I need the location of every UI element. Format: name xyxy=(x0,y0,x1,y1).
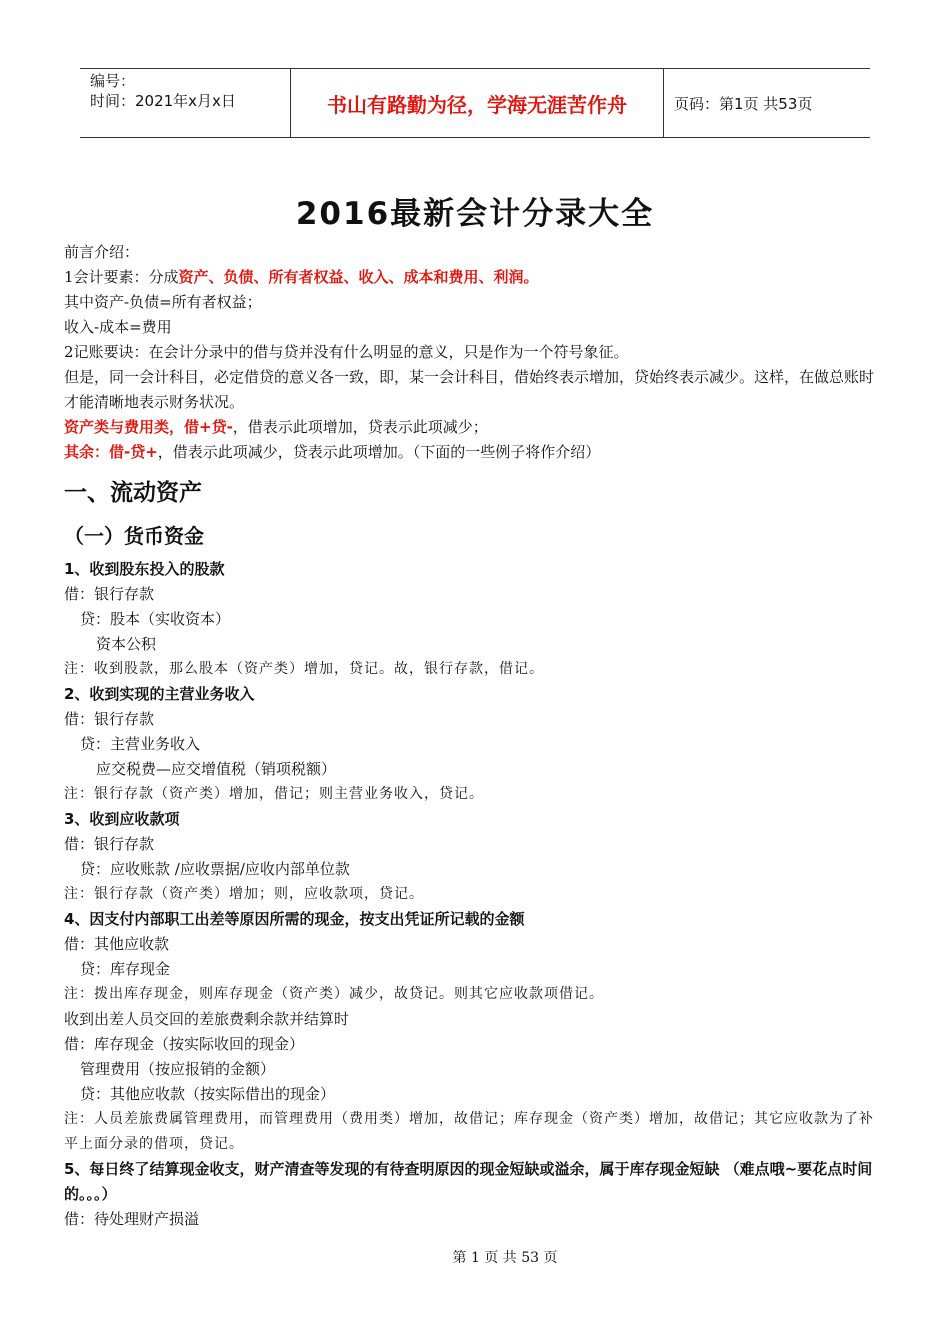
entry-line: 贷：库存现金 xyxy=(80,960,171,978)
number-label: 编号： xyxy=(90,72,136,90)
entry-line: 借：银行存款 xyxy=(64,710,155,728)
page-footer: 第 1 页 共 53 页 xyxy=(452,1250,558,1266)
header-left-cell xyxy=(80,69,291,137)
entry-title: 5、每日终了结算现金收支，财产清查等发现的有待查明原因的现金短缺或溢余，属于库存现金短缺 （难点哦~要花点时间的。。。） xyxy=(64,1160,873,1203)
entry-line: 贷：其他应收款（按实际借出的现金） xyxy=(80,1085,336,1103)
entry-title: 3、收到应收款项 xyxy=(64,810,180,828)
entry-line: 管理费用（按应报销的金额） xyxy=(80,1060,276,1078)
entry-line: 应交税费—应交增值税（销项税额） xyxy=(96,760,337,778)
entry-line: 借：银行存款 xyxy=(64,835,155,853)
intro-line: 前言介绍： xyxy=(64,243,140,261)
section-heading: 一、流动资产 xyxy=(64,480,202,506)
entry-line: 贷：主营业务收入 xyxy=(80,735,201,753)
highlight-text: 资产类与费用类，借+贷- xyxy=(64,418,233,436)
motto: 书山有路勤为径，学海无涯苦作舟 xyxy=(291,69,664,137)
entry-line: 借：待处理财产损溢 xyxy=(64,1210,200,1228)
entry-note: 注：收到股款，那么股本（资产类）增加，贷记。故，银行存款，借记。 xyxy=(64,661,544,677)
document-title: 2016最新会计分录大全 xyxy=(295,196,655,232)
entry-title: 4、因支付内部职工出差等原因所需的现金，按支出凭证所记载的金额 xyxy=(64,910,525,928)
entry-note: 注：银行存款（资产类）增加；则，应收款项，贷记。 xyxy=(64,886,424,902)
intro-text: ，借表示此项减少，贷表示此项增加。（下面的一些例子将作介绍） xyxy=(157,443,601,461)
intro-line xyxy=(64,415,888,440)
time-label: 时间：2021年x月x日 xyxy=(90,92,236,110)
entry-line: 借：银行存款 xyxy=(64,585,155,603)
intro-text: 1会计要素：分成 xyxy=(64,268,179,286)
entry-note: 注：拨出库存现金，则库存现金（资产类）减少，故贷记。则其它应收款项借记。 xyxy=(64,986,604,1002)
entry-line: 借：其他应收款 xyxy=(64,935,170,953)
highlight-text: 资产、负债、所有者权益、收入、成本和费用、利润。 xyxy=(178,268,539,286)
entry-line: 资本公积 xyxy=(96,635,157,653)
intro-line: 但是，同一会计科目，必定借贷的意义各一致，即，某一会计科目，借始终表示增加，贷始终表示减少。这样，在做总账时才能清晰地表示财务状况。 xyxy=(64,368,875,411)
entry-line: 借：库存现金（按实际收回的现金） xyxy=(64,1035,305,1053)
page-info: 页码：第1页 共53页 xyxy=(674,94,813,113)
entry-note: 注：银行存款（资产类）增加，借记；则主营业务收入，贷记。 xyxy=(64,786,484,802)
intro-line: 2记账要诀：在会计分录中的借与贷并没有什么明显的意义，只是作为一个符号象征。 xyxy=(64,343,629,361)
subsection-heading: （一）货币资金 xyxy=(64,524,204,548)
entry-line: 贷：应收账款 /应收票据/应收内部单位款 xyxy=(80,860,350,878)
entry-line: 贷：股本（实收资本） xyxy=(80,610,231,628)
intro-line: 收入-成本=费用 xyxy=(64,318,172,336)
header-table xyxy=(80,68,870,138)
entry-line: 收到出差人员交回的差旅费剩余款并结算时 xyxy=(64,1010,350,1028)
entry-title: 2、收到实现的主营业务收入 xyxy=(64,685,255,703)
intro-text: ，借表示此项增加，贷表示此项减少； xyxy=(232,418,488,436)
highlight-text: 其余：借-贷+ xyxy=(64,443,158,461)
intro-line xyxy=(64,265,888,290)
intro-line xyxy=(64,440,888,465)
document-body xyxy=(64,240,888,1232)
entry-title: 1、收到股东投入的股款 xyxy=(64,560,225,578)
entry-note: 注：人员差旅费属管理费用，而管理费用（费用类）增加，故借记；库存现金（资产类）增加，故借记；其它应收款为了补平上面分录的借项，贷记。 xyxy=(64,1111,874,1152)
intro-line: 其中资产-负债=所有者权益； xyxy=(64,293,262,311)
